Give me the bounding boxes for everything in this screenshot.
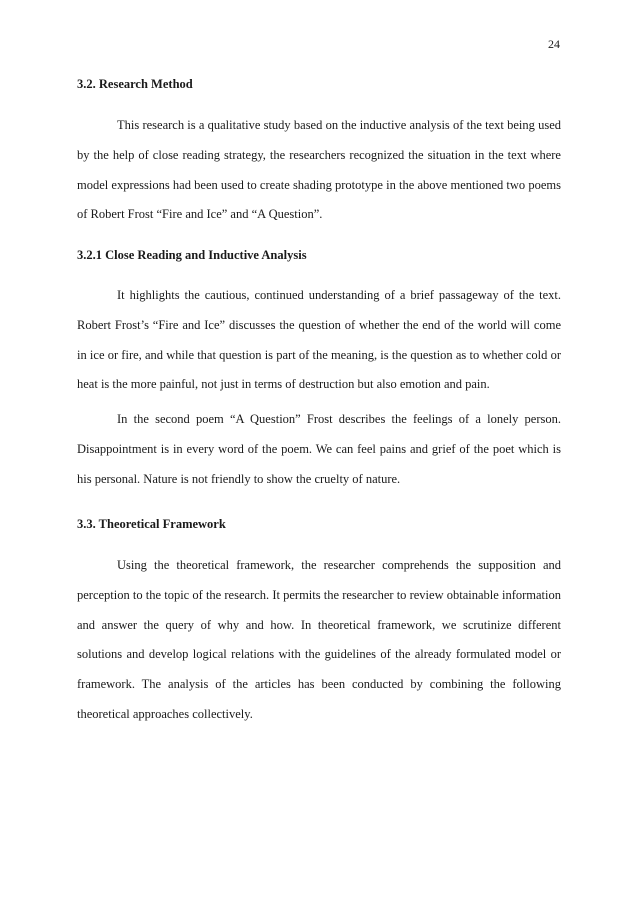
- section-heading-research-method: 3.2. Research Method: [77, 77, 193, 91]
- paragraph-research-method: This research is a qualitative study based on the inductive analysis of the text being used by the help of close reading strategy, the researchers recognized the situation in the text where model expressions had been used to create shading prototype in the above mentioned two poems of Robert Frost “Fire and Ice” and “A Question”.: [77, 118, 561, 222]
- page-number: 24: [548, 37, 560, 51]
- paragraph-close-reading-2: In the second poem “A Question” Frost describes the feelings of a lonely person. Disappointment is in every word of the poem. We can feel pains and grief of the poet which is his personal. Nature is not friendly to show the cruelty of nature.: [77, 412, 561, 486]
- section-heading-theoretical-framework: 3.3. Theoretical Framework: [77, 517, 226, 531]
- paragraph-theoretical-framework: Using the theoretical framework, the researcher comprehends the supposition and perception to the topic of the research. It permits the researcher to review obtainable information and answer the query of why and how. In theoretical framework, we scrutinize different solutions and develop logical relations with the guidelines of the already formulated model or framework. The analysis of the articles has been conducted by combining the following theoretical approaches collectively.: [77, 558, 561, 721]
- paragraph-close-reading-1: It highlights the cautious, continued understanding of a brief passageway of the text. Robert Frost’s “Fire and Ice” discusses the question of whether the end of the world will come in ice or fire, and while that question is part of the meaning, is the question as to whether cold or heat is the more painful, not just in terms of destruction but also emotion and pain.: [77, 288, 561, 392]
- section-heading-close-reading: 3.2.1 Close Reading and Inductive Analysis: [77, 248, 307, 262]
